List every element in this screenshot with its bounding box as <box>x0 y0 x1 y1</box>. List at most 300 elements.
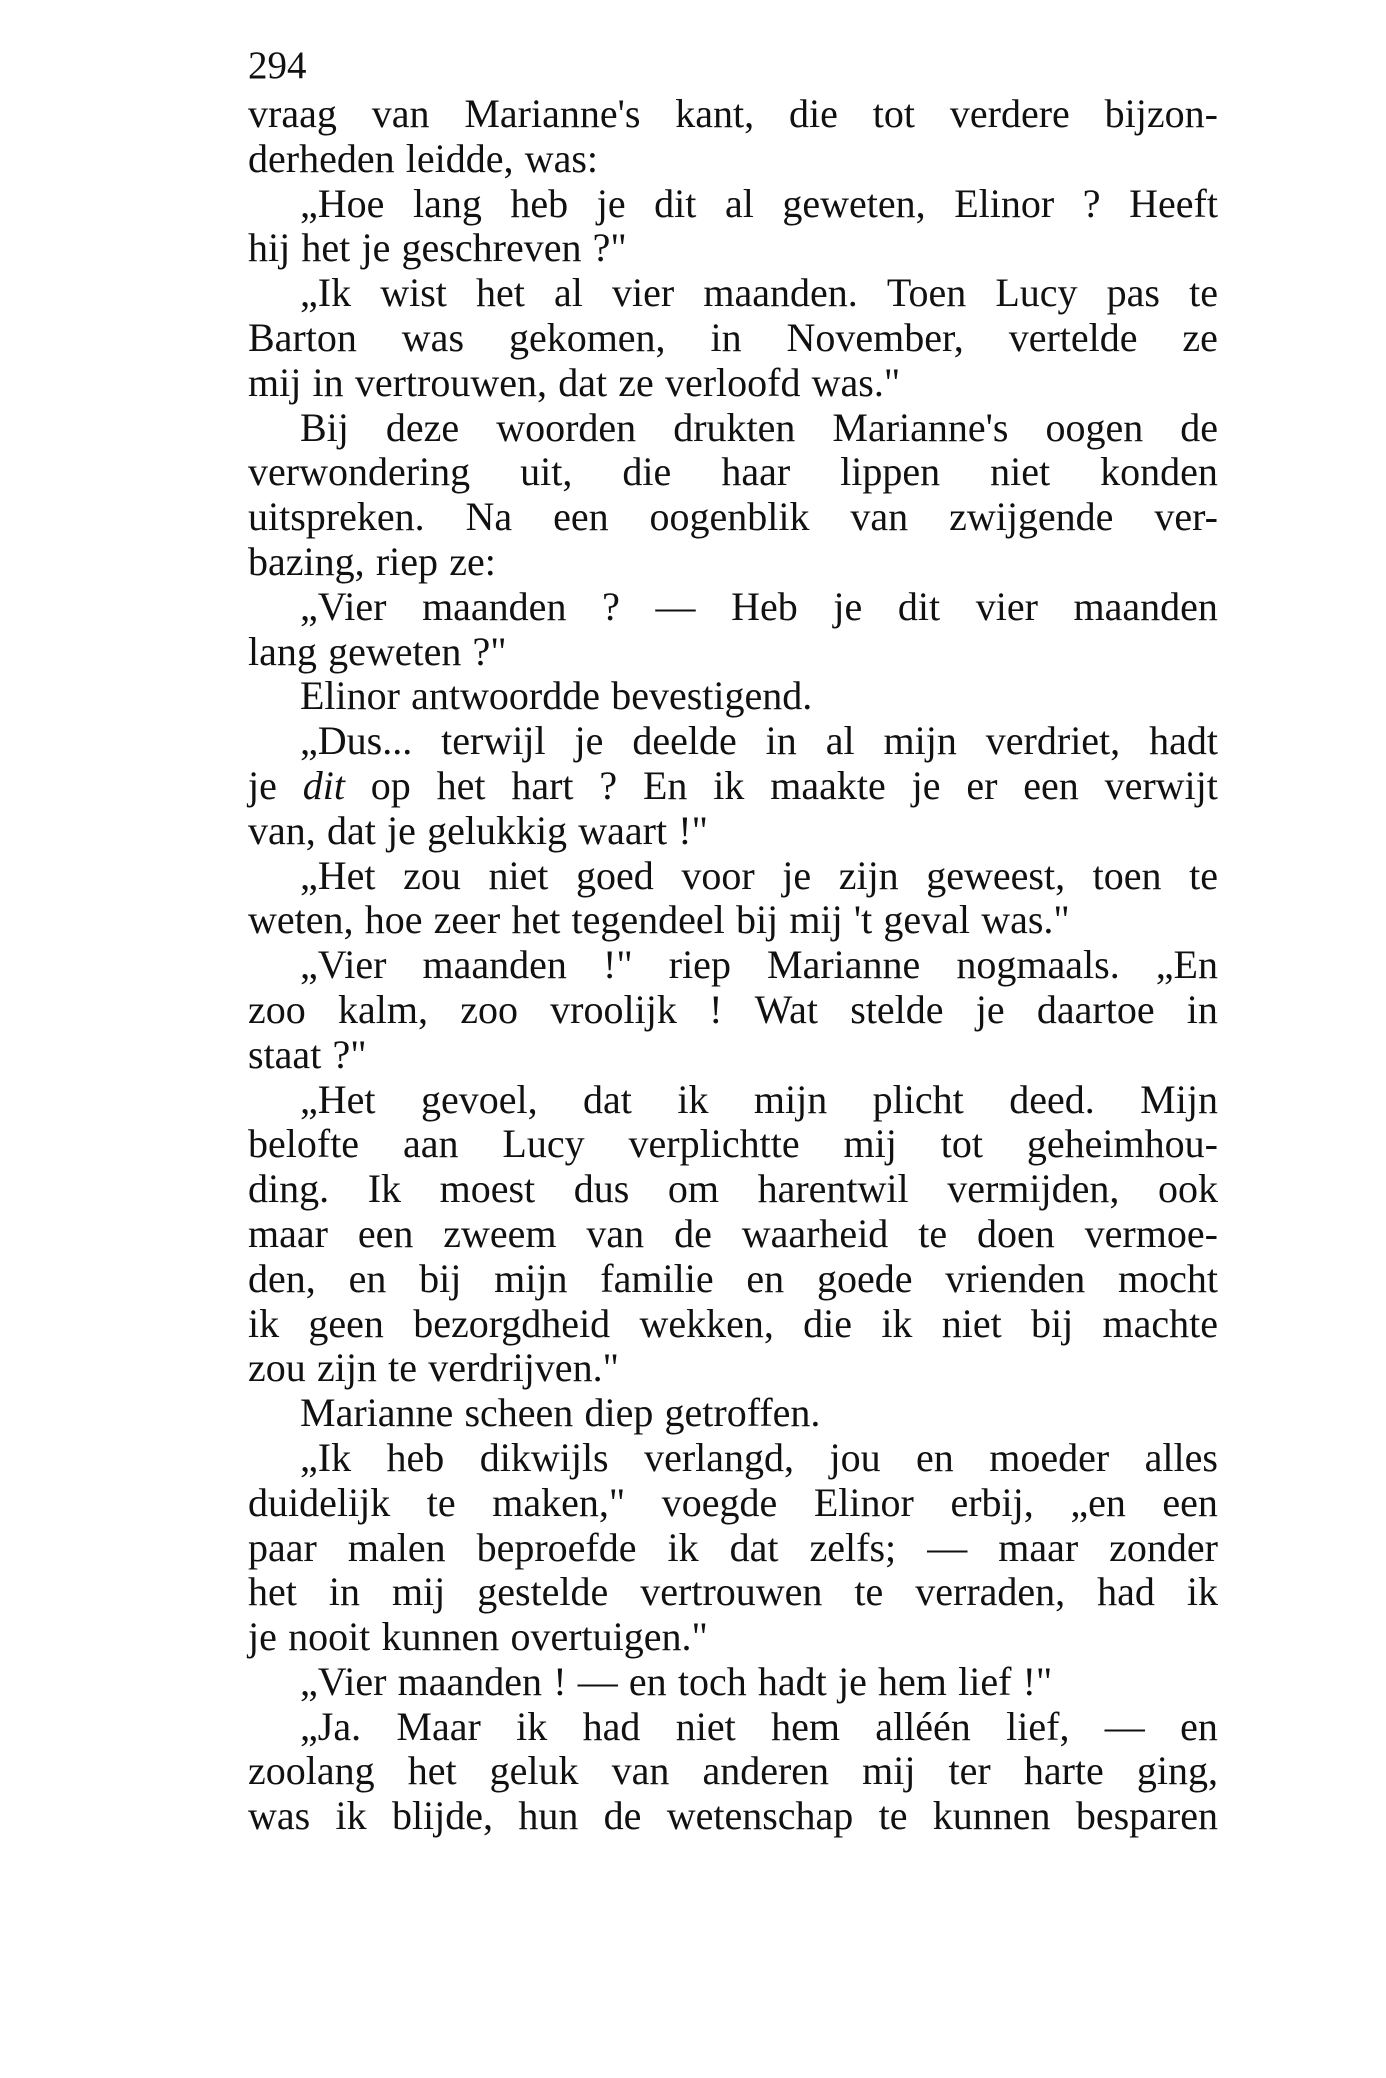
word: Marianne's <box>832 404 1009 450</box>
word: maanden. <box>703 270 858 316</box>
word: niet <box>990 449 1051 495</box>
word: dit <box>302 762 345 808</box>
word: !" <box>603 942 633 988</box>
word: vertrouwen, <box>354 359 547 405</box>
word: verdere <box>949 91 1070 136</box>
text-line <box>248 1615 1218 1660</box>
word: uitspreken. <box>248 494 425 540</box>
word: voegde <box>661 1479 778 1525</box>
word: vrienden <box>945 1255 1086 1301</box>
word: verwijt <box>1104 762 1218 808</box>
word: ik <box>516 1703 548 1749</box>
word: vroolijk <box>550 986 677 1032</box>
word: den, <box>248 1255 316 1301</box>
word: Lucy <box>995 270 1078 316</box>
word: maanden <box>1073 583 1218 629</box>
word: een <box>357 1210 414 1256</box>
word: kunnen <box>932 1793 1051 1839</box>
word: bij <box>419 1255 462 1301</box>
word: Ik <box>367 1166 402 1212</box>
text-line <box>248 495 1218 540</box>
word: al <box>825 718 855 764</box>
word: je <box>596 180 626 226</box>
word: dus <box>573 1166 630 1212</box>
word: bij <box>735 897 779 943</box>
word: maken," <box>492 1479 626 1525</box>
word: verwondering <box>248 449 471 495</box>
word: woorden <box>496 404 637 450</box>
word: „Vier <box>300 942 387 988</box>
word: mocht <box>1118 1255 1218 1301</box>
word: bijzon- <box>1104 91 1218 136</box>
word: heb <box>386 1434 445 1480</box>
word: November, <box>786 314 964 360</box>
word: dat <box>558 359 608 405</box>
word: van, <box>248 807 316 853</box>
word: ?" <box>472 628 507 674</box>
word: terwijl <box>441 718 546 764</box>
word: niet <box>941 1300 1002 1346</box>
word: zoolang <box>248 1748 375 1794</box>
word: in <box>328 1569 360 1615</box>
word: kant, <box>675 91 755 136</box>
word: nooit <box>288 1614 371 1660</box>
word: de <box>1180 404 1218 450</box>
word: Elinor <box>954 180 1055 226</box>
text-line <box>248 988 1218 1033</box>
text-line <box>248 1212 1218 1257</box>
text-line <box>248 92 1218 137</box>
word: het <box>436 762 486 808</box>
word: het <box>248 1569 297 1615</box>
word: gelukkig <box>427 807 568 853</box>
text-line <box>248 1346 1218 1391</box>
word: deze <box>385 404 460 450</box>
word: getroffen. <box>664 1390 821 1436</box>
word: ? <box>1082 180 1101 226</box>
word: „En <box>1155 942 1218 988</box>
word: ik <box>713 762 745 808</box>
word: had <box>1097 1569 1155 1615</box>
word: ?" <box>332 1031 367 1077</box>
word: wist <box>380 270 447 316</box>
text-line <box>248 630 1218 675</box>
word: Heeft <box>1129 180 1218 226</box>
word: „Het <box>300 852 376 898</box>
word: vermijden, <box>947 1166 1120 1212</box>
word: 't <box>853 897 873 943</box>
word: familie <box>600 1255 714 1301</box>
word: ook <box>1157 1166 1218 1212</box>
word: mij <box>843 1121 897 1167</box>
word: te <box>426 1479 456 1525</box>
text-line <box>248 1749 1218 1794</box>
word: was: <box>524 135 599 181</box>
word: ik <box>1186 1569 1218 1615</box>
word: lief, <box>1006 1703 1070 1749</box>
word: van <box>611 1748 670 1794</box>
word: verlangd, <box>644 1434 795 1480</box>
word: maar <box>998 1524 1079 1570</box>
word: uit, <box>520 449 573 495</box>
word: van <box>586 1210 645 1256</box>
text-line <box>248 1391 1218 1436</box>
word: had <box>582 1703 641 1749</box>
text-line <box>248 1570 1218 1615</box>
word: was." <box>981 897 1070 943</box>
word: zou <box>248 1345 306 1391</box>
word: je <box>911 762 941 808</box>
word: niet <box>488 852 549 898</box>
word: „Vier <box>300 583 387 629</box>
text-line <box>248 450 1218 495</box>
text-line <box>248 1436 1218 1481</box>
word: geluk <box>489 1748 579 1794</box>
word: gestelde <box>477 1569 609 1615</box>
text-line <box>248 316 1218 361</box>
word: om <box>667 1166 720 1212</box>
word: aan <box>402 1121 459 1167</box>
word: dikwijls <box>479 1434 609 1480</box>
word: ze: <box>449 538 496 584</box>
word: vertrouwen <box>640 1569 823 1615</box>
word: diep <box>584 1390 654 1436</box>
word: mij <box>391 1569 446 1615</box>
word: harte <box>1023 1748 1104 1794</box>
word: Bij <box>300 404 349 450</box>
word: duidelijk <box>248 1479 391 1525</box>
word: de <box>603 1793 642 1839</box>
word: was <box>248 1793 311 1839</box>
word: zwijgende <box>949 494 1114 540</box>
text-line <box>248 1122 1218 1167</box>
body-text <box>248 92 1218 1839</box>
word: je <box>782 852 812 898</box>
word: ? <box>599 762 618 808</box>
word: — <box>927 1524 968 1570</box>
word: stelde <box>850 986 944 1032</box>
word: nogmaals. <box>956 942 1120 988</box>
text-line <box>248 1526 1218 1571</box>
text-line <box>248 137 1218 182</box>
word: geval <box>883 897 971 943</box>
word: ik <box>667 1524 699 1570</box>
word: zonder <box>1109 1524 1218 1570</box>
word: Wat <box>754 986 819 1032</box>
word: geweest, <box>926 852 1066 898</box>
word: goed <box>576 852 654 898</box>
word: zweem <box>443 1210 557 1256</box>
word: en <box>916 1434 954 1480</box>
word: dat <box>326 807 376 853</box>
word: Heb <box>731 583 798 629</box>
word: hadt <box>757 1658 827 1704</box>
word: malen <box>347 1524 446 1570</box>
word: toen <box>1092 852 1162 898</box>
word: Mijn <box>1140 1076 1218 1122</box>
word: mijn <box>494 1255 568 1301</box>
word: verloofd <box>664 359 801 405</box>
word: „Ik <box>300 1434 352 1480</box>
word: ze <box>618 359 654 405</box>
word: „Vier <box>300 1658 387 1704</box>
word: was <box>401 314 465 360</box>
word: scheen <box>464 1390 574 1436</box>
text-line <box>248 943 1218 988</box>
word: ik <box>335 1793 367 1839</box>
word: — <box>1104 1703 1145 1749</box>
word: maanden <box>397 1658 542 1704</box>
word: geweten, <box>782 180 926 226</box>
page-number: 294 <box>248 44 307 87</box>
word: geweten <box>328 628 462 674</box>
word: „en <box>1070 1479 1126 1525</box>
word: ik <box>881 1300 913 1346</box>
text-line <box>248 854 1218 899</box>
word: overtuigen." <box>510 1614 708 1660</box>
word: mij <box>862 1748 916 1794</box>
word: mijn <box>883 718 957 764</box>
text-line <box>248 809 1218 854</box>
word: verraden, <box>915 1569 1066 1615</box>
text-line <box>248 674 1218 719</box>
word: haar <box>721 449 791 495</box>
word: — <box>655 583 696 629</box>
word: konden <box>1100 449 1218 495</box>
word: te <box>918 1210 948 1256</box>
word: de <box>674 1210 712 1256</box>
word: een <box>1162 1479 1218 1525</box>
word: ging, <box>1136 1748 1218 1794</box>
word: ?" <box>592 225 627 271</box>
word: hem <box>771 1703 840 1749</box>
text-line <box>248 719 1218 764</box>
text-line <box>248 898 1218 943</box>
word: gevoel, <box>420 1076 538 1122</box>
word: zelfs; <box>809 1524 897 1570</box>
word: riep <box>375 538 438 584</box>
word: anderen <box>702 1748 830 1794</box>
word: derheden <box>248 135 395 181</box>
word: je <box>361 225 391 271</box>
word: zeer <box>433 897 501 943</box>
word: „Ik <box>300 270 352 316</box>
word: en <box>746 1255 785 1301</box>
text-line <box>248 1660 1218 1705</box>
word: wetenschap <box>666 1793 854 1839</box>
word: Maar <box>396 1703 481 1749</box>
word: in <box>765 718 797 764</box>
word: heb <box>510 180 569 226</box>
word: te <box>388 1345 417 1391</box>
word: vermoe- <box>1084 1210 1218 1256</box>
word: ver- <box>1154 494 1218 540</box>
word: toch <box>677 1658 747 1704</box>
word: waarheid <box>741 1210 889 1256</box>
word: ! <box>709 986 723 1032</box>
word: je <box>975 986 1005 1032</box>
word: zoo <box>460 986 518 1032</box>
word: Marianne <box>767 942 921 988</box>
word: ding. <box>248 1166 330 1212</box>
word: lang <box>412 180 482 226</box>
word: verplichtte <box>628 1121 800 1167</box>
word: alléén <box>875 1703 971 1749</box>
word: bazing, <box>248 538 365 584</box>
word: bij <box>1030 1300 1074 1346</box>
word: ! <box>553 1658 567 1704</box>
word: te <box>854 1569 884 1615</box>
word: dit <box>897 583 941 629</box>
word: van <box>371 91 430 136</box>
word: het <box>407 1748 457 1794</box>
word: tot <box>872 91 915 136</box>
word: „Ja. <box>300 1703 362 1749</box>
word: Toen <box>886 270 967 316</box>
word: mijn <box>753 1076 828 1122</box>
word: daartoe <box>1036 986 1155 1032</box>
word: ze <box>1182 314 1218 360</box>
word: „Het <box>300 1076 376 1122</box>
word: !" <box>1022 1658 1053 1704</box>
text-line <box>248 1302 1218 1347</box>
word: zoo <box>248 986 306 1032</box>
word: hij <box>248 225 291 271</box>
word: in <box>710 314 742 360</box>
word: moeder <box>989 1434 1110 1480</box>
word: „Hoe <box>300 180 385 226</box>
word: die <box>789 91 838 136</box>
word: hoe <box>364 897 423 943</box>
word: weten, <box>248 897 354 943</box>
word: ter <box>948 1748 991 1794</box>
word: geheimhou- <box>1026 1121 1218 1167</box>
word: het <box>511 897 561 943</box>
word: die <box>803 1300 853 1346</box>
word: oogen <box>1045 404 1144 450</box>
word: waart <box>578 807 668 853</box>
word: te <box>1189 270 1218 316</box>
word: vraag <box>248 91 337 136</box>
text-line <box>248 1078 1218 1123</box>
word: vertelde <box>1008 314 1138 360</box>
word: dat <box>583 1076 632 1122</box>
word: een <box>553 494 609 540</box>
word: voor <box>681 852 755 898</box>
word: zijn <box>316 1345 377 1391</box>
text-line <box>248 1167 1218 1212</box>
text-line <box>248 1257 1218 1302</box>
word: verdrijven." <box>428 1345 619 1391</box>
text-line <box>248 764 1218 809</box>
word: lang <box>248 628 317 674</box>
word: beproefde <box>476 1524 637 1570</box>
word: vier <box>612 270 675 316</box>
word: geschreven <box>401 225 582 271</box>
word: besparen <box>1075 1793 1218 1839</box>
word: zijn <box>838 852 899 898</box>
word: en <box>1180 1703 1218 1749</box>
word: geen <box>308 1300 384 1346</box>
word: deed. <box>1009 1076 1095 1122</box>
word: erbij, <box>950 1479 1034 1525</box>
word: Marianne's <box>464 91 641 136</box>
word: je <box>833 583 863 629</box>
text-line <box>248 585 1218 630</box>
word: en <box>348 1255 387 1301</box>
word: Na <box>465 494 513 540</box>
word: al <box>724 180 754 226</box>
word: Lucy <box>502 1121 585 1167</box>
word: hadt <box>1149 718 1218 764</box>
word: „Dus... <box>300 718 413 764</box>
text-line <box>248 1033 1218 1078</box>
word: !" <box>678 807 708 853</box>
word: leidde, <box>405 135 514 181</box>
text-line <box>248 361 1218 406</box>
word: paar <box>248 1524 317 1570</box>
word: harentwil <box>757 1166 909 1212</box>
word: Marianne <box>300 1390 454 1436</box>
word: te <box>878 1793 908 1839</box>
word: er <box>966 762 998 808</box>
word: hun <box>518 1793 579 1839</box>
word: een <box>1023 762 1079 808</box>
word: jou <box>829 1434 881 1480</box>
word: ik <box>248 1300 280 1346</box>
word: hem <box>878 1658 947 1704</box>
word: je <box>387 807 416 853</box>
word: dit <box>654 180 697 226</box>
word: Elinor <box>300 673 400 719</box>
word: maakte <box>770 762 886 808</box>
word: mij <box>789 897 843 943</box>
word: doen <box>976 1210 1055 1256</box>
word: in <box>1186 986 1218 1032</box>
word: lippen <box>840 449 941 495</box>
word: En <box>643 762 688 808</box>
word: bezorgdheid <box>413 1300 611 1346</box>
word: vier <box>975 583 1038 629</box>
text-line <box>248 182 1218 227</box>
word: ik <box>677 1076 709 1122</box>
text-line <box>248 1705 1218 1750</box>
word: al <box>554 270 583 316</box>
word: Elinor <box>813 1479 914 1525</box>
word: deelde <box>632 718 737 764</box>
word: plicht <box>872 1076 964 1122</box>
word: maanden <box>422 942 567 988</box>
word: riep <box>668 942 731 988</box>
word: en <box>628 1658 667 1704</box>
word: in <box>312 359 344 405</box>
text-line <box>248 1794 1218 1839</box>
word: moest <box>439 1166 536 1212</box>
word: drukten <box>673 404 796 450</box>
word: ? <box>602 583 620 629</box>
word: verdriet, <box>985 718 1121 764</box>
word: je <box>574 718 604 764</box>
word: lief <box>958 1658 1012 1704</box>
word: mij <box>248 359 302 405</box>
word: van <box>850 494 909 540</box>
word: blijde, <box>391 1793 494 1839</box>
word: Barton <box>248 314 357 360</box>
word: zou <box>403 852 461 898</box>
word: het <box>301 225 351 271</box>
word: wekken, <box>639 1300 774 1346</box>
word: te <box>1189 852 1218 898</box>
